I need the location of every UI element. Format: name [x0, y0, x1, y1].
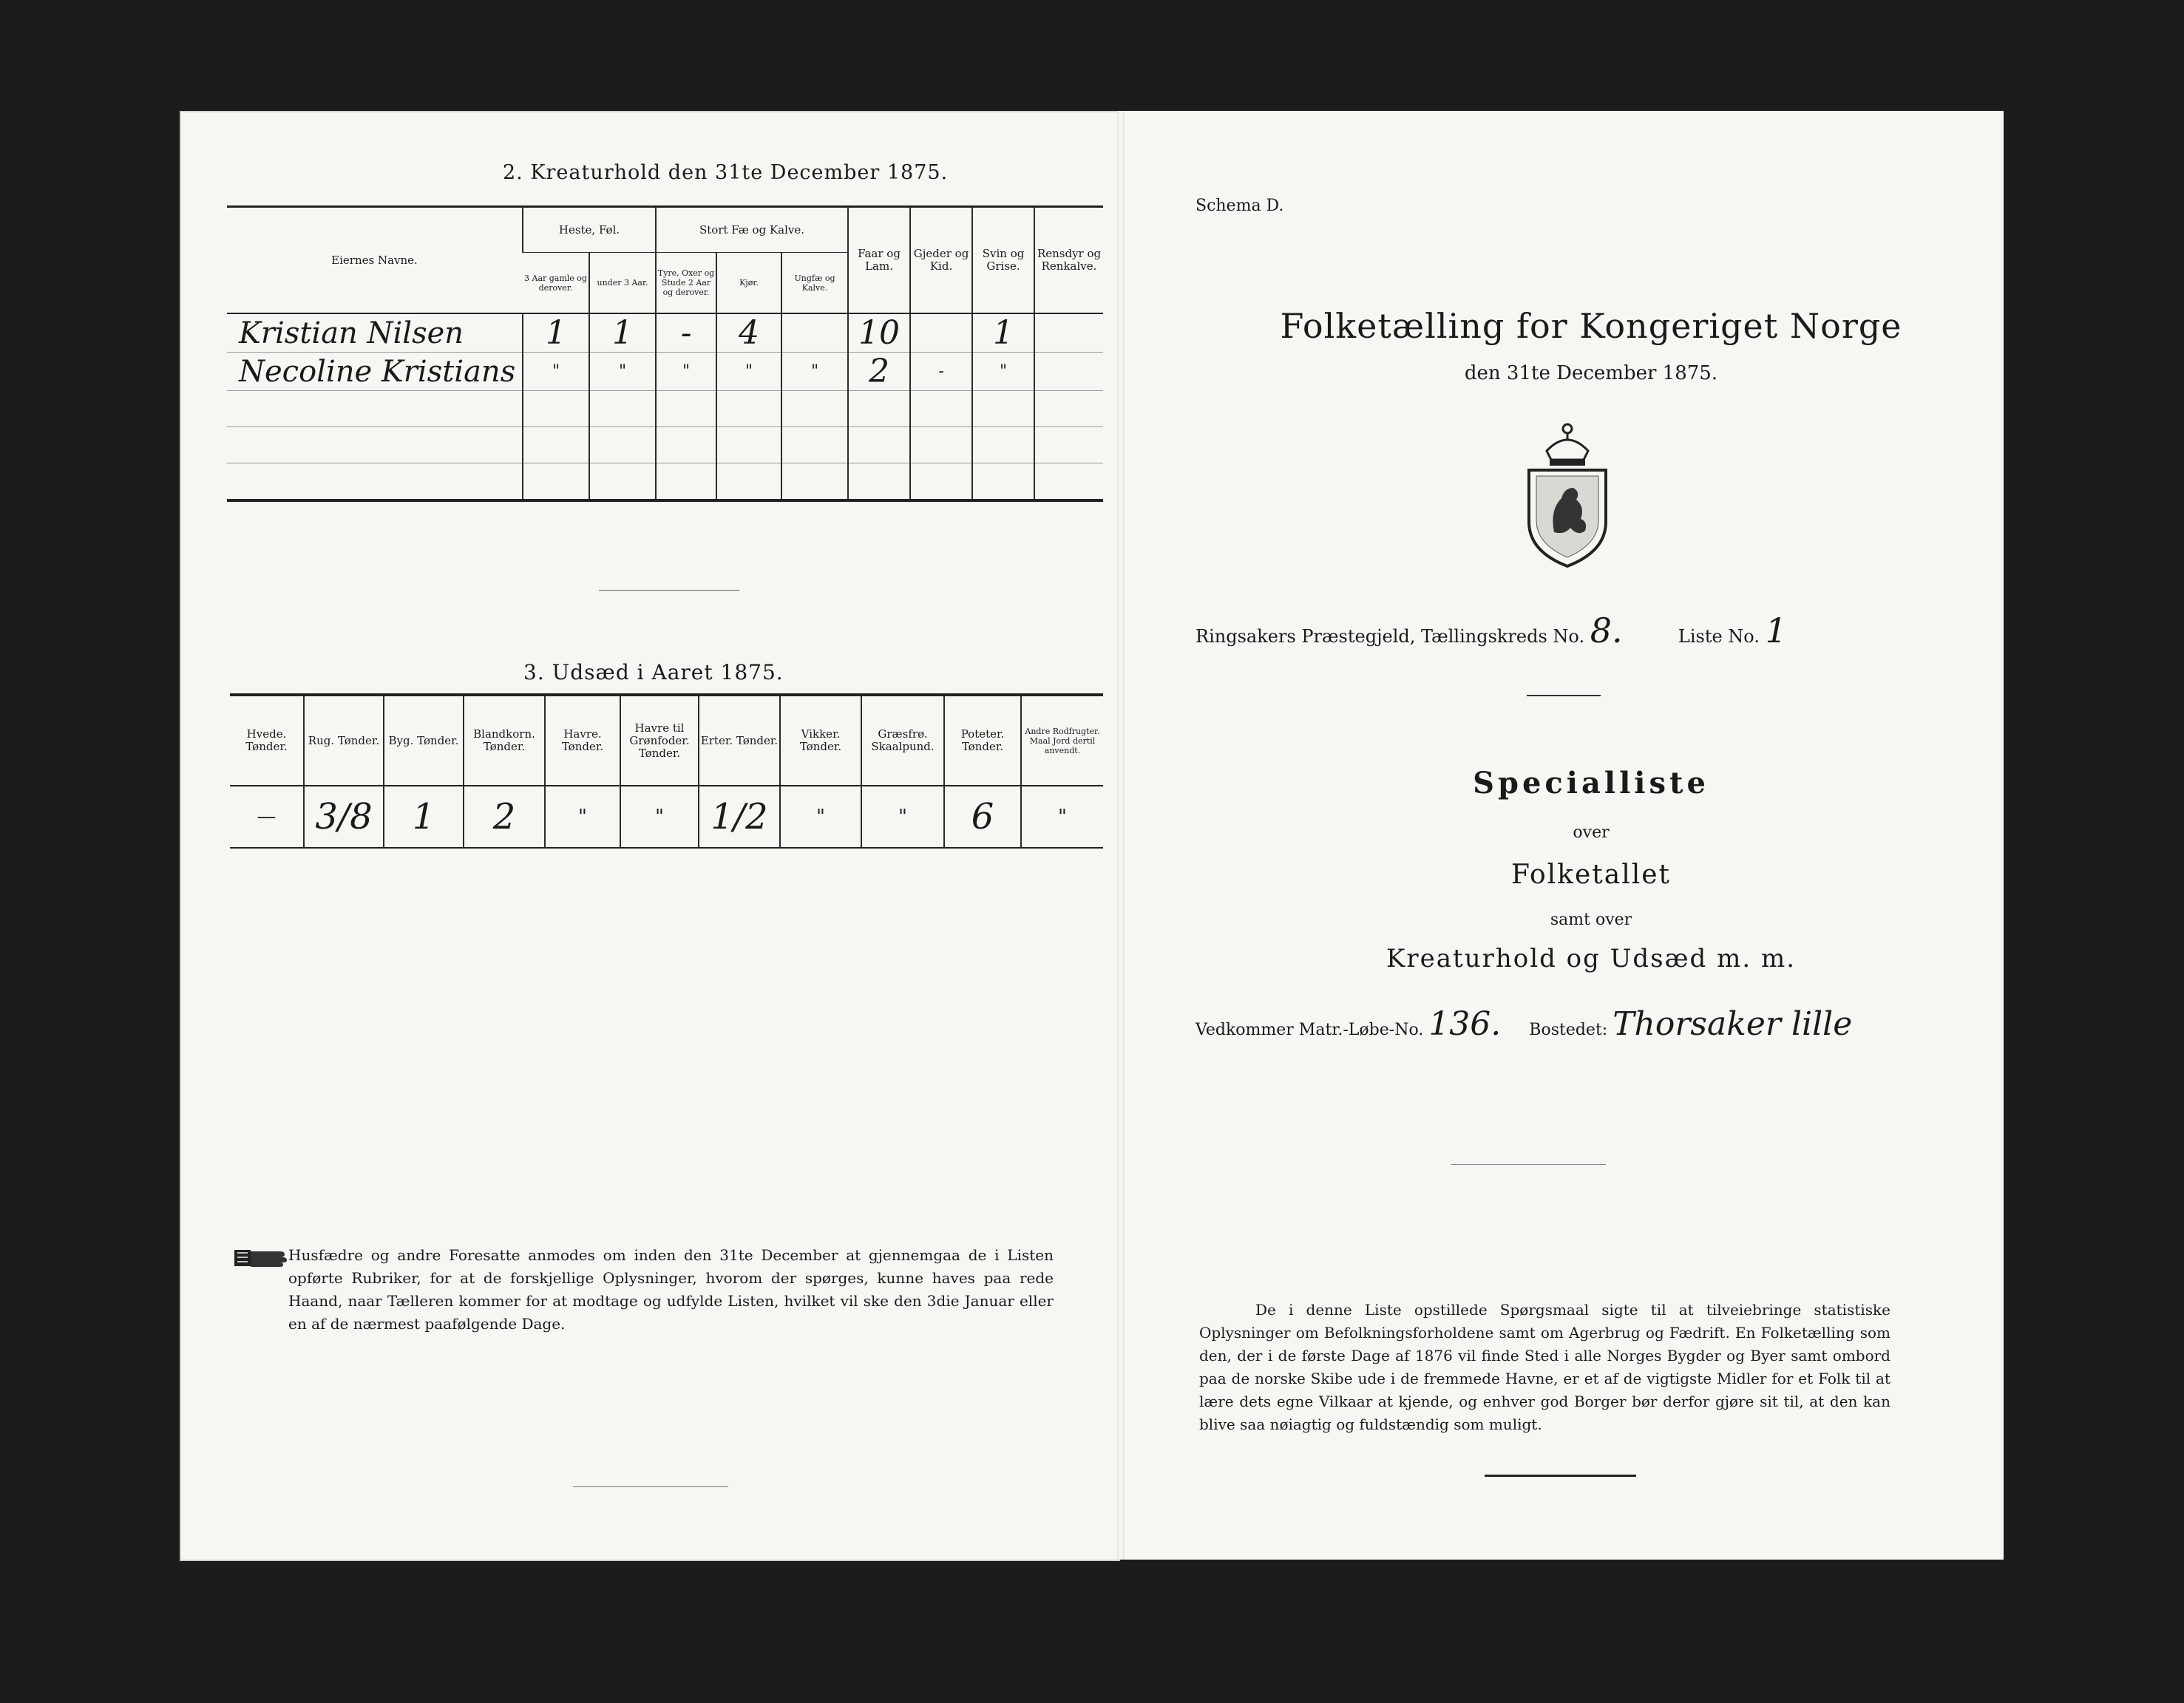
table-row [227, 391, 1103, 427]
sowing-col-header: Byg. Tønder. [384, 695, 464, 786]
specialliste-heading: Specialliste [1473, 766, 1709, 800]
sowing-cell: " [620, 786, 699, 848]
separator-rule [1485, 1475, 1636, 1477]
separator-rule [1527, 695, 1601, 696]
livestock-col-header: Ungfæ og Kalve. [781, 253, 848, 313]
census-footer-text: De i denne Liste opstillede Spørgsmaal sigte til at tilveiebringe statistiske Oplysninger om Befolkningsforholdene samt om Agerbrug og Fædrift. En Folketælling som den, der i de første Dage af 1876 vil finde Sted i alle Norges Bygder og Byer samt ombord paa de norske Skibe ude i de fremmede Havne, er et af de vigtigste Midler for et Folk til at lære dets egne Vilkaar at kjende, og enhver god Borger bør derfor gjøre sit til, at den kan blive saa nøiagtig og fuldstændig som muligt. [1199, 1301, 1890, 1433]
livestock-cell: 2 [848, 353, 910, 391]
livestock-section-title: 2. Kreaturhold den 31te December 1875. [503, 161, 949, 184]
sowing-cell: 3/8 [304, 786, 384, 848]
livestock-cell: 1 [972, 313, 1034, 353]
matr-number: 136. [1428, 1005, 1502, 1043]
kreaturhold-heading: Kreaturhold og Udsæd m. m. [1386, 944, 1796, 973]
livestock-col-header: under 3 Aar. [589, 253, 656, 313]
sowing-col-header: Blandkorn. Tønder. [464, 695, 545, 786]
district-number: 8. [1590, 611, 1623, 650]
matr-label: Vedkommer Matr.-Løbe-No. [1196, 1021, 1424, 1039]
parish-label: Ringsakers Præstegjeld, [1196, 626, 1416, 647]
sowing-col-header: Vikker. Tønder. [780, 695, 861, 786]
bosted-value: Thorsaker lille [1612, 1005, 1853, 1043]
owner-name: Kristian Nilsen [227, 313, 523, 353]
bosted-label: Bostedet: [1529, 1021, 1608, 1039]
horses-group-header: Heste, Føl. [523, 207, 656, 253]
matr-line [1196, 1005, 1935, 1043]
sowing-col-header: Havre. Tønder. [545, 695, 620, 786]
cattle-group-header: Stort Fæ og Kalve. [656, 207, 848, 253]
table-row [230, 786, 1103, 848]
livestock-cell: " [523, 353, 589, 391]
livestock-cell [910, 313, 972, 353]
sowing-col-header: Rug. Tønder. [304, 695, 384, 786]
livestock-cell [1034, 313, 1103, 353]
livestock-cell: 1 [523, 313, 589, 353]
livestock-col-header: Svin og Grise. [972, 207, 1034, 314]
livestock-cell: " [781, 353, 848, 391]
table-row [227, 463, 1103, 501]
livestock-cell [781, 313, 848, 353]
sowing-cell: 2 [464, 786, 545, 848]
page-fold [1117, 111, 1125, 1560]
separator-rule [599, 590, 739, 591]
schema-label: Schema D. [1196, 197, 1284, 215]
sowing-col-header: Havre til Grønfoder. Tønder. [620, 695, 699, 786]
sowing-cell: " [780, 786, 861, 848]
table-row [227, 353, 1103, 391]
livestock-cell: - [656, 313, 716, 353]
sowing-col-header: Poteter. Tønder. [944, 695, 1021, 786]
livestock-col-header: Tyre, Oxer og Stude 2 Aar og derover. [656, 253, 716, 313]
livestock-cell: 4 [716, 313, 781, 353]
owner-column-header: Eiernes Navne. [227, 207, 523, 314]
census-title: Folketælling for Kongeriget Norge [1280, 306, 1902, 346]
livestock-cell [1034, 353, 1103, 391]
sowing-cell: 1/2 [699, 786, 780, 848]
livestock-cell: " [972, 353, 1034, 391]
livestock-col-header: 3 Aar gamle og derover. [523, 253, 589, 313]
livestock-table [227, 205, 1103, 502]
sowing-cell: — [257, 806, 277, 828]
list-label: Liste No. [1678, 626, 1760, 647]
census-date: den 31te December 1875. [1464, 362, 1718, 384]
household-notice: Husfædre og andre Foresatte anmodes om inden den 31te December at gjennemgaa de i Listen opførte Rubriker, for at de forskjellige Oplysninger, hvorom der spørges, kunne haves paa rede Haand, naar Tælleren kommer for at modtage og udfylde Listen, hvilket vil ske den 3die Januar eller en af de nærmest paafølgende Dage. [288, 1246, 1054, 1333]
sowing-cell: " [1021, 786, 1103, 848]
livestock-cell: 10 [848, 313, 910, 353]
district-line [1196, 611, 1935, 650]
sowing-cell: 6 [944, 786, 1021, 848]
sowing-col-header: Erter. Tønder. [699, 695, 780, 786]
livestock-cell: - [910, 353, 972, 391]
livestock-col-header: Gjeder og Kid. [910, 207, 972, 314]
owner-name: Necoline Kristians [227, 353, 523, 391]
sowing-col-header: Græsfrø. Skaalpund. [861, 695, 944, 786]
livestock-col-header: Rensdyr og Renkalve. [1034, 207, 1103, 314]
pointing-hand-icon [233, 1244, 292, 1271]
sowing-section-title: 3. Udsæd i Aaret 1875. [523, 660, 784, 684]
samt-over-text: samt over [1550, 911, 1632, 929]
sowing-cell: " [545, 786, 620, 848]
coat-of-arms-icon [1516, 421, 1619, 569]
sowing-col-header: Hvede. Tønder. [230, 695, 304, 786]
list-number: 1 [1765, 611, 1787, 650]
livestock-cell: " [589, 353, 656, 391]
sowing-cell: 1 [384, 786, 464, 848]
sowing-table [230, 693, 1103, 849]
table-row [227, 427, 1103, 463]
livestock-col-header: Faar og Lam. [848, 207, 910, 314]
separator-rule [1451, 1164, 1606, 1165]
livestock-cell: " [656, 353, 716, 391]
sowing-cell: " [861, 786, 944, 848]
livestock-cell: " [716, 353, 781, 391]
table-row [227, 313, 1103, 353]
livestock-col-header: Kjør. [716, 253, 781, 313]
over-text: over [1573, 823, 1610, 842]
separator-rule [573, 1486, 728, 1487]
sowing-col-header: Andre Rodfrugter. Maal Jord dertil anvendt. [1021, 695, 1103, 786]
district-label: Tællingskreds No. [1421, 626, 1585, 647]
folketallet-heading: Folketallet [1510, 860, 1672, 890]
livestock-cell: 1 [589, 313, 656, 353]
